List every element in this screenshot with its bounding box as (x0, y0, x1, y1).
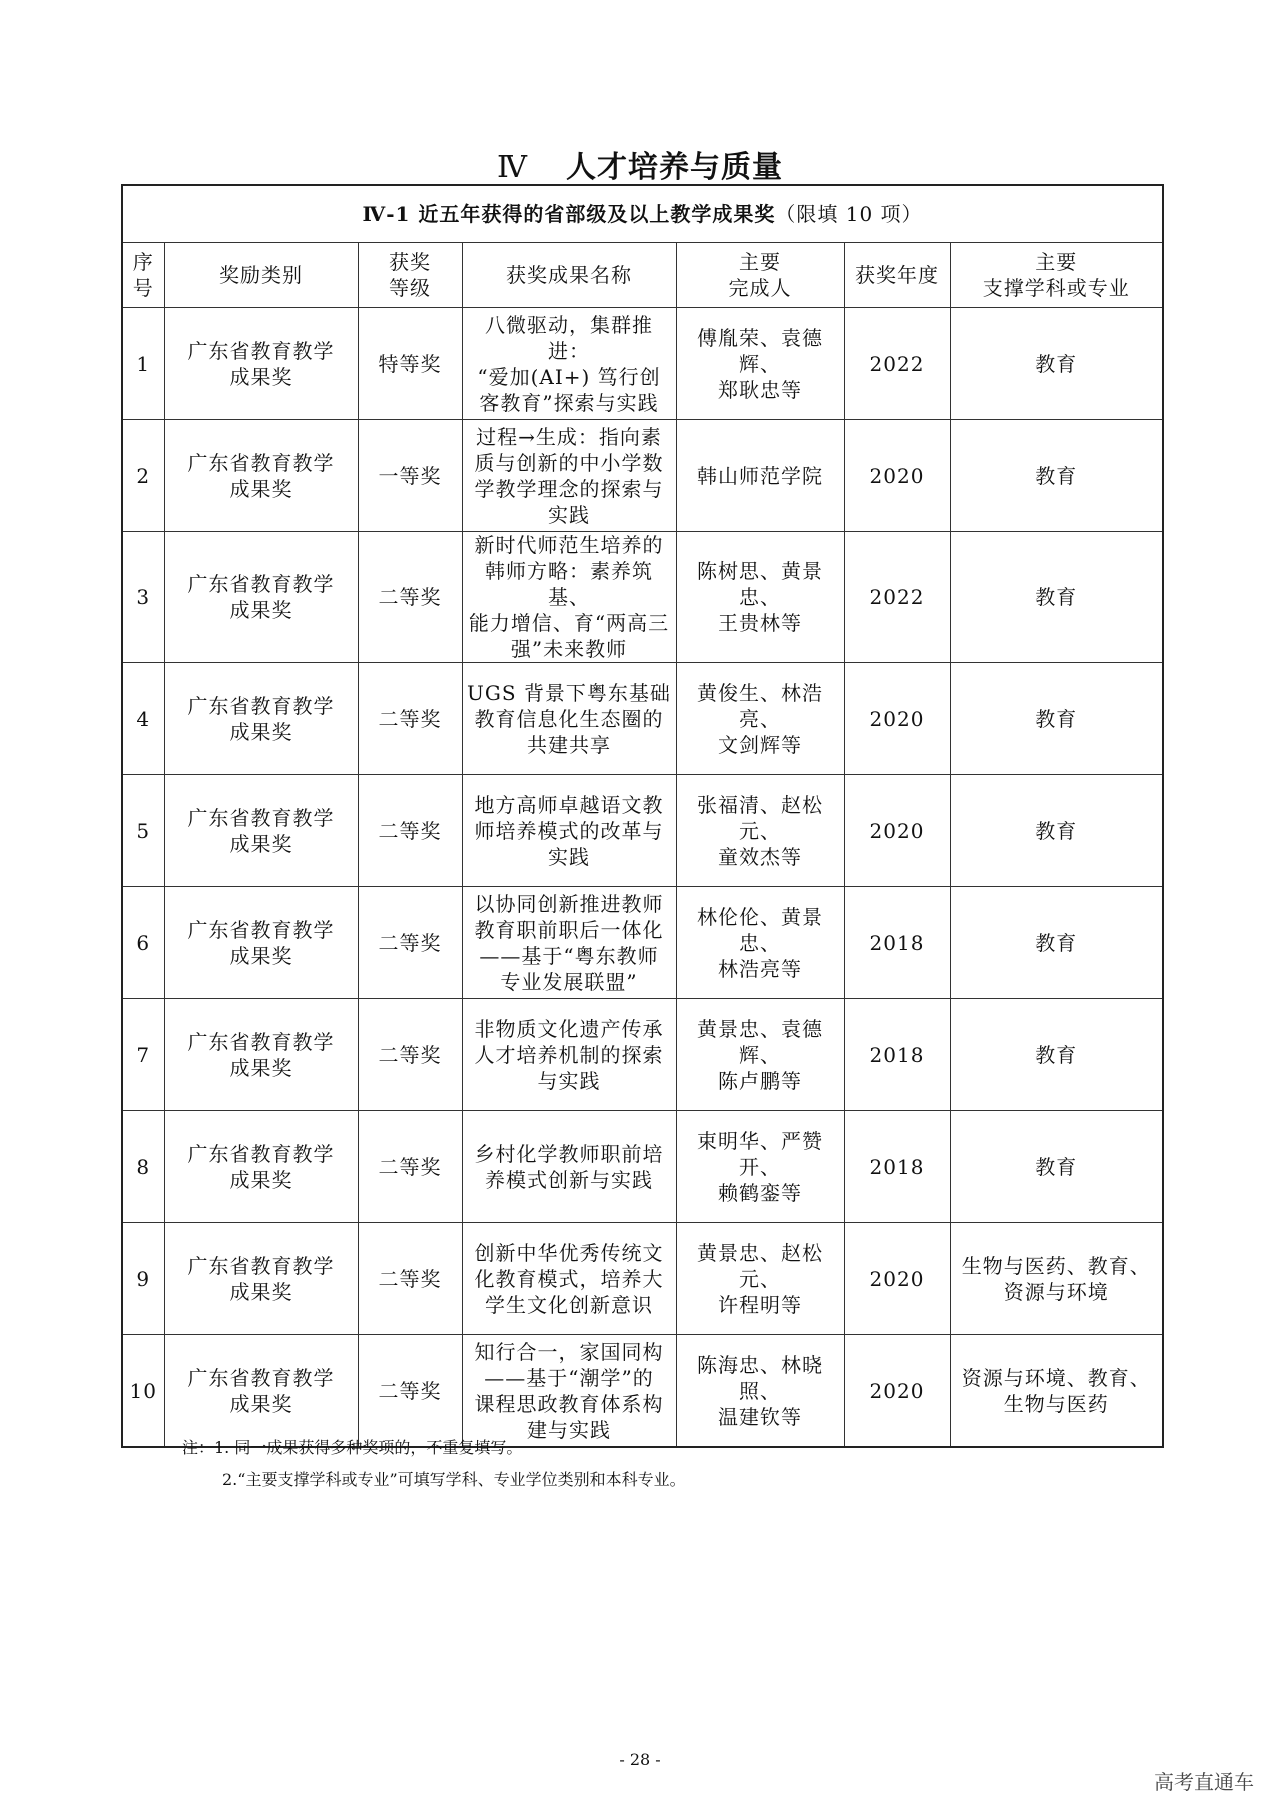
cell-category (164, 532, 358, 663)
cell-people-line: 黄景忠、袁德辉、 (697, 1016, 823, 1067)
cell-title (462, 663, 676, 775)
cell-title-line: 共建共享 (527, 732, 611, 757)
cell-category-line: 成果奖 (229, 364, 293, 389)
cell-title (462, 420, 676, 532)
cell-discipline-line: 教育 (1035, 1154, 1078, 1179)
header-level: 获奖 等级 (358, 243, 462, 308)
table-caption-note: （限填 10 项） (775, 202, 923, 226)
cell-title (462, 1111, 676, 1223)
cell-title-line: 教育职前职后一体化 (474, 917, 664, 942)
cell-category (164, 887, 358, 999)
cell-title-line: 强”未来教师 (510, 637, 628, 661)
cell-level: 特等奖 (358, 308, 462, 420)
note-2: 2.“主要支撑学科或专业”可填写学科、专业学位类别和本科专业。 (222, 1470, 686, 1489)
cell-category-line: 广东省教育教学 (187, 693, 335, 718)
cell-people-line: 黄俊生、林浩亮、 (697, 680, 823, 731)
cell-title-line: “爱加(AI+) 笃行创 (477, 364, 661, 389)
cell-discipline-line: 教育 (1035, 706, 1078, 731)
cell-title-line: 乡村化学教师职前培 (474, 1141, 664, 1166)
cell-discipline (950, 999, 1163, 1111)
cell-category-line: 成果奖 (229, 943, 293, 968)
cell-title-line: 人才培养机制的探索 (474, 1042, 664, 1067)
cell-category (164, 663, 358, 775)
cell-people (676, 1335, 844, 1448)
cell-discipline (950, 308, 1163, 420)
cell-year: 2018 (844, 887, 950, 999)
cell-discipline-line: 生物与医药、教育、 (961, 1253, 1151, 1278)
cell-people-line: 林浩亮等 (718, 956, 802, 981)
table-row (122, 1223, 1163, 1335)
cell-title-line: 教育信息化生态圈的 (474, 706, 664, 731)
cell-title-line: 知行合一，家国同构 (474, 1339, 664, 1364)
header-discipline: 主要 支撑学科或专业 (950, 243, 1163, 308)
cell-year: 2020 (844, 1223, 950, 1335)
cell-title-line: 非物质文化遗产传承 (474, 1016, 664, 1041)
cell-seq: 6 (122, 887, 164, 999)
cell-category-line: 广东省教育教学 (187, 450, 335, 475)
cell-year: 2020 (844, 663, 950, 775)
cell-title-line: 实践 (548, 844, 590, 869)
cell-category (164, 308, 358, 420)
cell-level: 二等奖 (358, 999, 462, 1111)
cell-level: 二等奖 (358, 532, 462, 663)
cell-discipline-line: 教育 (1035, 463, 1078, 488)
cell-category-line: 广东省教育教学 (187, 1365, 335, 1390)
cell-title (462, 887, 676, 999)
table-row (122, 308, 1163, 420)
cell-discipline-line: 教育 (1035, 1042, 1078, 1067)
cell-level: 二等奖 (358, 887, 462, 999)
cell-category-line: 广东省教育教学 (187, 917, 335, 942)
cell-title-line: 地方高师卓越语文教 (474, 792, 664, 817)
cell-title (462, 999, 676, 1111)
table-row (122, 420, 1163, 532)
cell-people-line: 温建钦等 (718, 1404, 802, 1429)
cell-category (164, 1111, 358, 1223)
table-header-row (122, 243, 1163, 308)
cell-title-line: 建与实践 (527, 1417, 611, 1442)
header-seq: 序 号 (122, 243, 164, 308)
cell-category-line: 成果奖 (229, 476, 293, 501)
cell-category-line: 成果奖 (229, 1391, 293, 1416)
cell-discipline-line: 教育 (1035, 585, 1078, 609)
awards-table (121, 184, 1164, 1448)
cell-discipline (950, 1223, 1163, 1335)
cell-discipline-line: 教育 (1035, 930, 1078, 955)
cell-seq: 2 (122, 420, 164, 532)
cell-title-line: 专业发展联盟” (500, 969, 638, 994)
cell-people (676, 1223, 844, 1335)
cell-people-line: 郑耿忠等 (718, 377, 802, 402)
cell-seq: 9 (122, 1223, 164, 1335)
cell-seq: 1 (122, 308, 164, 420)
cell-discipline (950, 532, 1163, 663)
cell-level: 一等奖 (358, 420, 462, 532)
cell-people (676, 420, 844, 532)
cell-category-line: 广东省教育教学 (187, 572, 335, 596)
table-row (122, 1335, 1163, 1448)
cell-title-line: 学教学理念的探索与 (474, 476, 664, 501)
cell-title-line: UGS 背景下粤东基础 (467, 680, 671, 705)
cell-title-line: 韩师方略：素养筑基、 (485, 559, 653, 609)
cell-people-line: 王贵林等 (718, 611, 802, 635)
cell-title (462, 1223, 676, 1335)
cell-year: 2022 (844, 532, 950, 663)
cell-people-line: 陈卢鹏等 (718, 1068, 802, 1093)
section-title (0, 142, 1280, 186)
cell-category-line: 成果奖 (229, 719, 293, 744)
cell-seq: 8 (122, 1111, 164, 1223)
cell-title-line: 师培养模式的改革与 (474, 818, 664, 843)
cell-people-line: 童效杰等 (718, 844, 802, 869)
cell-people (676, 887, 844, 999)
cell-category (164, 1335, 358, 1448)
cell-title-line: 新时代师范生培养的 (474, 533, 664, 557)
cell-discipline-line: 教育 (1035, 351, 1078, 376)
cell-category (164, 999, 358, 1111)
cell-category-line: 成果奖 (229, 1279, 293, 1304)
section-title-text: 人才培养与质量 (565, 150, 783, 185)
cell-people-line: 许程明等 (718, 1292, 802, 1317)
table-caption-title: Ⅳ-1 近五年获得的省部级及以上教学成果奖 (362, 202, 776, 226)
cell-title-line: 以协同创新推进教师 (474, 891, 664, 916)
cell-title (462, 775, 676, 887)
section-numeral: Ⅳ (497, 150, 528, 185)
cell-people-line: 林伦伦、黄景忠、 (697, 904, 823, 955)
table-row (122, 532, 1163, 663)
table-row (122, 663, 1163, 775)
cell-title-line: ——基于“粤东教师 (479, 943, 659, 968)
cell-level: 二等奖 (358, 1111, 462, 1223)
cell-seq: 3 (122, 532, 164, 663)
cell-title-line: 与实践 (537, 1068, 601, 1093)
cell-title (462, 532, 676, 663)
cell-category (164, 775, 358, 887)
cell-category-line: 成果奖 (229, 831, 293, 856)
cell-year: 2020 (844, 775, 950, 887)
cell-title-line: 实践 (548, 502, 590, 527)
cell-people-line: 韩山师范学院 (697, 463, 823, 488)
cell-seq: 7 (122, 999, 164, 1111)
cell-discipline (950, 775, 1163, 887)
cell-year: 2020 (844, 1335, 950, 1448)
cell-title-line: 过程→生成：指向素 (476, 424, 662, 449)
cell-title-line: 能力增信、育“两高三 (468, 611, 670, 635)
header-name: 获奖成果名称 (462, 243, 676, 308)
table-row (122, 1111, 1163, 1223)
cell-title (462, 308, 676, 420)
cell-people (676, 1111, 844, 1223)
cell-people (676, 999, 844, 1111)
cell-people-line: 张福清、赵松元、 (697, 792, 823, 843)
cell-discipline-line: 生物与医药 (1003, 1391, 1109, 1416)
cell-discipline (950, 1335, 1163, 1448)
cell-title-line: 养模式创新与实践 (485, 1167, 653, 1192)
cell-title-line: 八微驱动，集群推进： (485, 312, 653, 363)
header-people: 主要 完成人 (676, 243, 844, 308)
table-notes (182, 1432, 686, 1496)
cell-category-line: 广东省教育教学 (187, 1029, 335, 1054)
table-caption-row (122, 185, 1163, 243)
cell-category-line: 广东省教育教学 (187, 338, 335, 363)
cell-title-line: 创新中华优秀传统文 (474, 1240, 664, 1265)
cell-seq: 10 (122, 1335, 164, 1448)
cell-title-line: 客教育”探索与实践 (479, 390, 659, 415)
cell-year: 2020 (844, 420, 950, 532)
table-caption (122, 185, 1163, 243)
cell-people (676, 775, 844, 887)
cell-category-line: 广东省教育教学 (187, 1253, 335, 1278)
cell-level: 二等奖 (358, 663, 462, 775)
cell-year: 2018 (844, 1111, 950, 1223)
cell-people-line: 文剑辉等 (718, 732, 802, 757)
cell-level: 二等奖 (358, 1335, 462, 1448)
cell-category-line: 成果奖 (229, 1167, 293, 1192)
cell-discipline-line: 资源与环境 (1003, 1279, 1109, 1304)
cell-people-line: 黄景忠、赵松元、 (697, 1240, 823, 1291)
cell-people (676, 663, 844, 775)
cell-title-line: 质与创新的中小学数 (474, 450, 664, 475)
cell-category (164, 1223, 358, 1335)
table-row (122, 887, 1163, 999)
cell-people-line: 束明华、严赞开、 (697, 1128, 823, 1179)
cell-people-line: 赖鹤銮等 (718, 1180, 802, 1205)
cell-year: 2022 (844, 308, 950, 420)
cell-discipline-line: 资源与环境、教育、 (961, 1365, 1151, 1390)
cell-people-line: 陈海忠、林晓照、 (697, 1352, 823, 1403)
cell-title-line: 课程思政教育体系构 (474, 1391, 664, 1416)
cell-seq: 5 (122, 775, 164, 887)
cell-category-line: 成果奖 (229, 598, 293, 622)
cell-level: 二等奖 (358, 775, 462, 887)
watermark-text: 高考直通车 (1154, 1770, 1254, 1794)
cell-category (164, 420, 358, 532)
cell-discipline (950, 887, 1163, 999)
cell-category-line: 广东省教育教学 (187, 805, 335, 830)
cell-seq: 4 (122, 663, 164, 775)
cell-level: 二等奖 (358, 1223, 462, 1335)
header-year: 获奖年度 (844, 243, 950, 308)
cell-people-line: 傅胤荣、袁德辉、 (697, 325, 823, 376)
cell-title (462, 1335, 676, 1448)
cell-discipline (950, 420, 1163, 532)
header-category: 奖励类别 (164, 243, 358, 308)
note-1: 注：1. 同一成果获得多种奖项的，不重复填写。 (182, 1438, 523, 1457)
cell-discipline (950, 663, 1163, 775)
cell-category-line: 成果奖 (229, 1055, 293, 1080)
cell-title-line: ——基于“潮学”的 (484, 1365, 654, 1390)
cell-year: 2018 (844, 999, 950, 1111)
table-row (122, 775, 1163, 887)
cell-category-line: 广东省教育教学 (187, 1141, 335, 1166)
cell-people (676, 308, 844, 420)
cell-people (676, 532, 844, 663)
cell-title-line: 学生文化创新意识 (485, 1292, 653, 1317)
cell-people-line: 陈树思、黄景忠、 (697, 559, 823, 609)
cell-discipline-line: 教育 (1035, 818, 1078, 843)
page-number: - 28 - (619, 1750, 661, 1769)
table-row (122, 999, 1163, 1111)
cell-discipline (950, 1111, 1163, 1223)
cell-title-line: 化教育模式，培养大 (474, 1266, 664, 1291)
